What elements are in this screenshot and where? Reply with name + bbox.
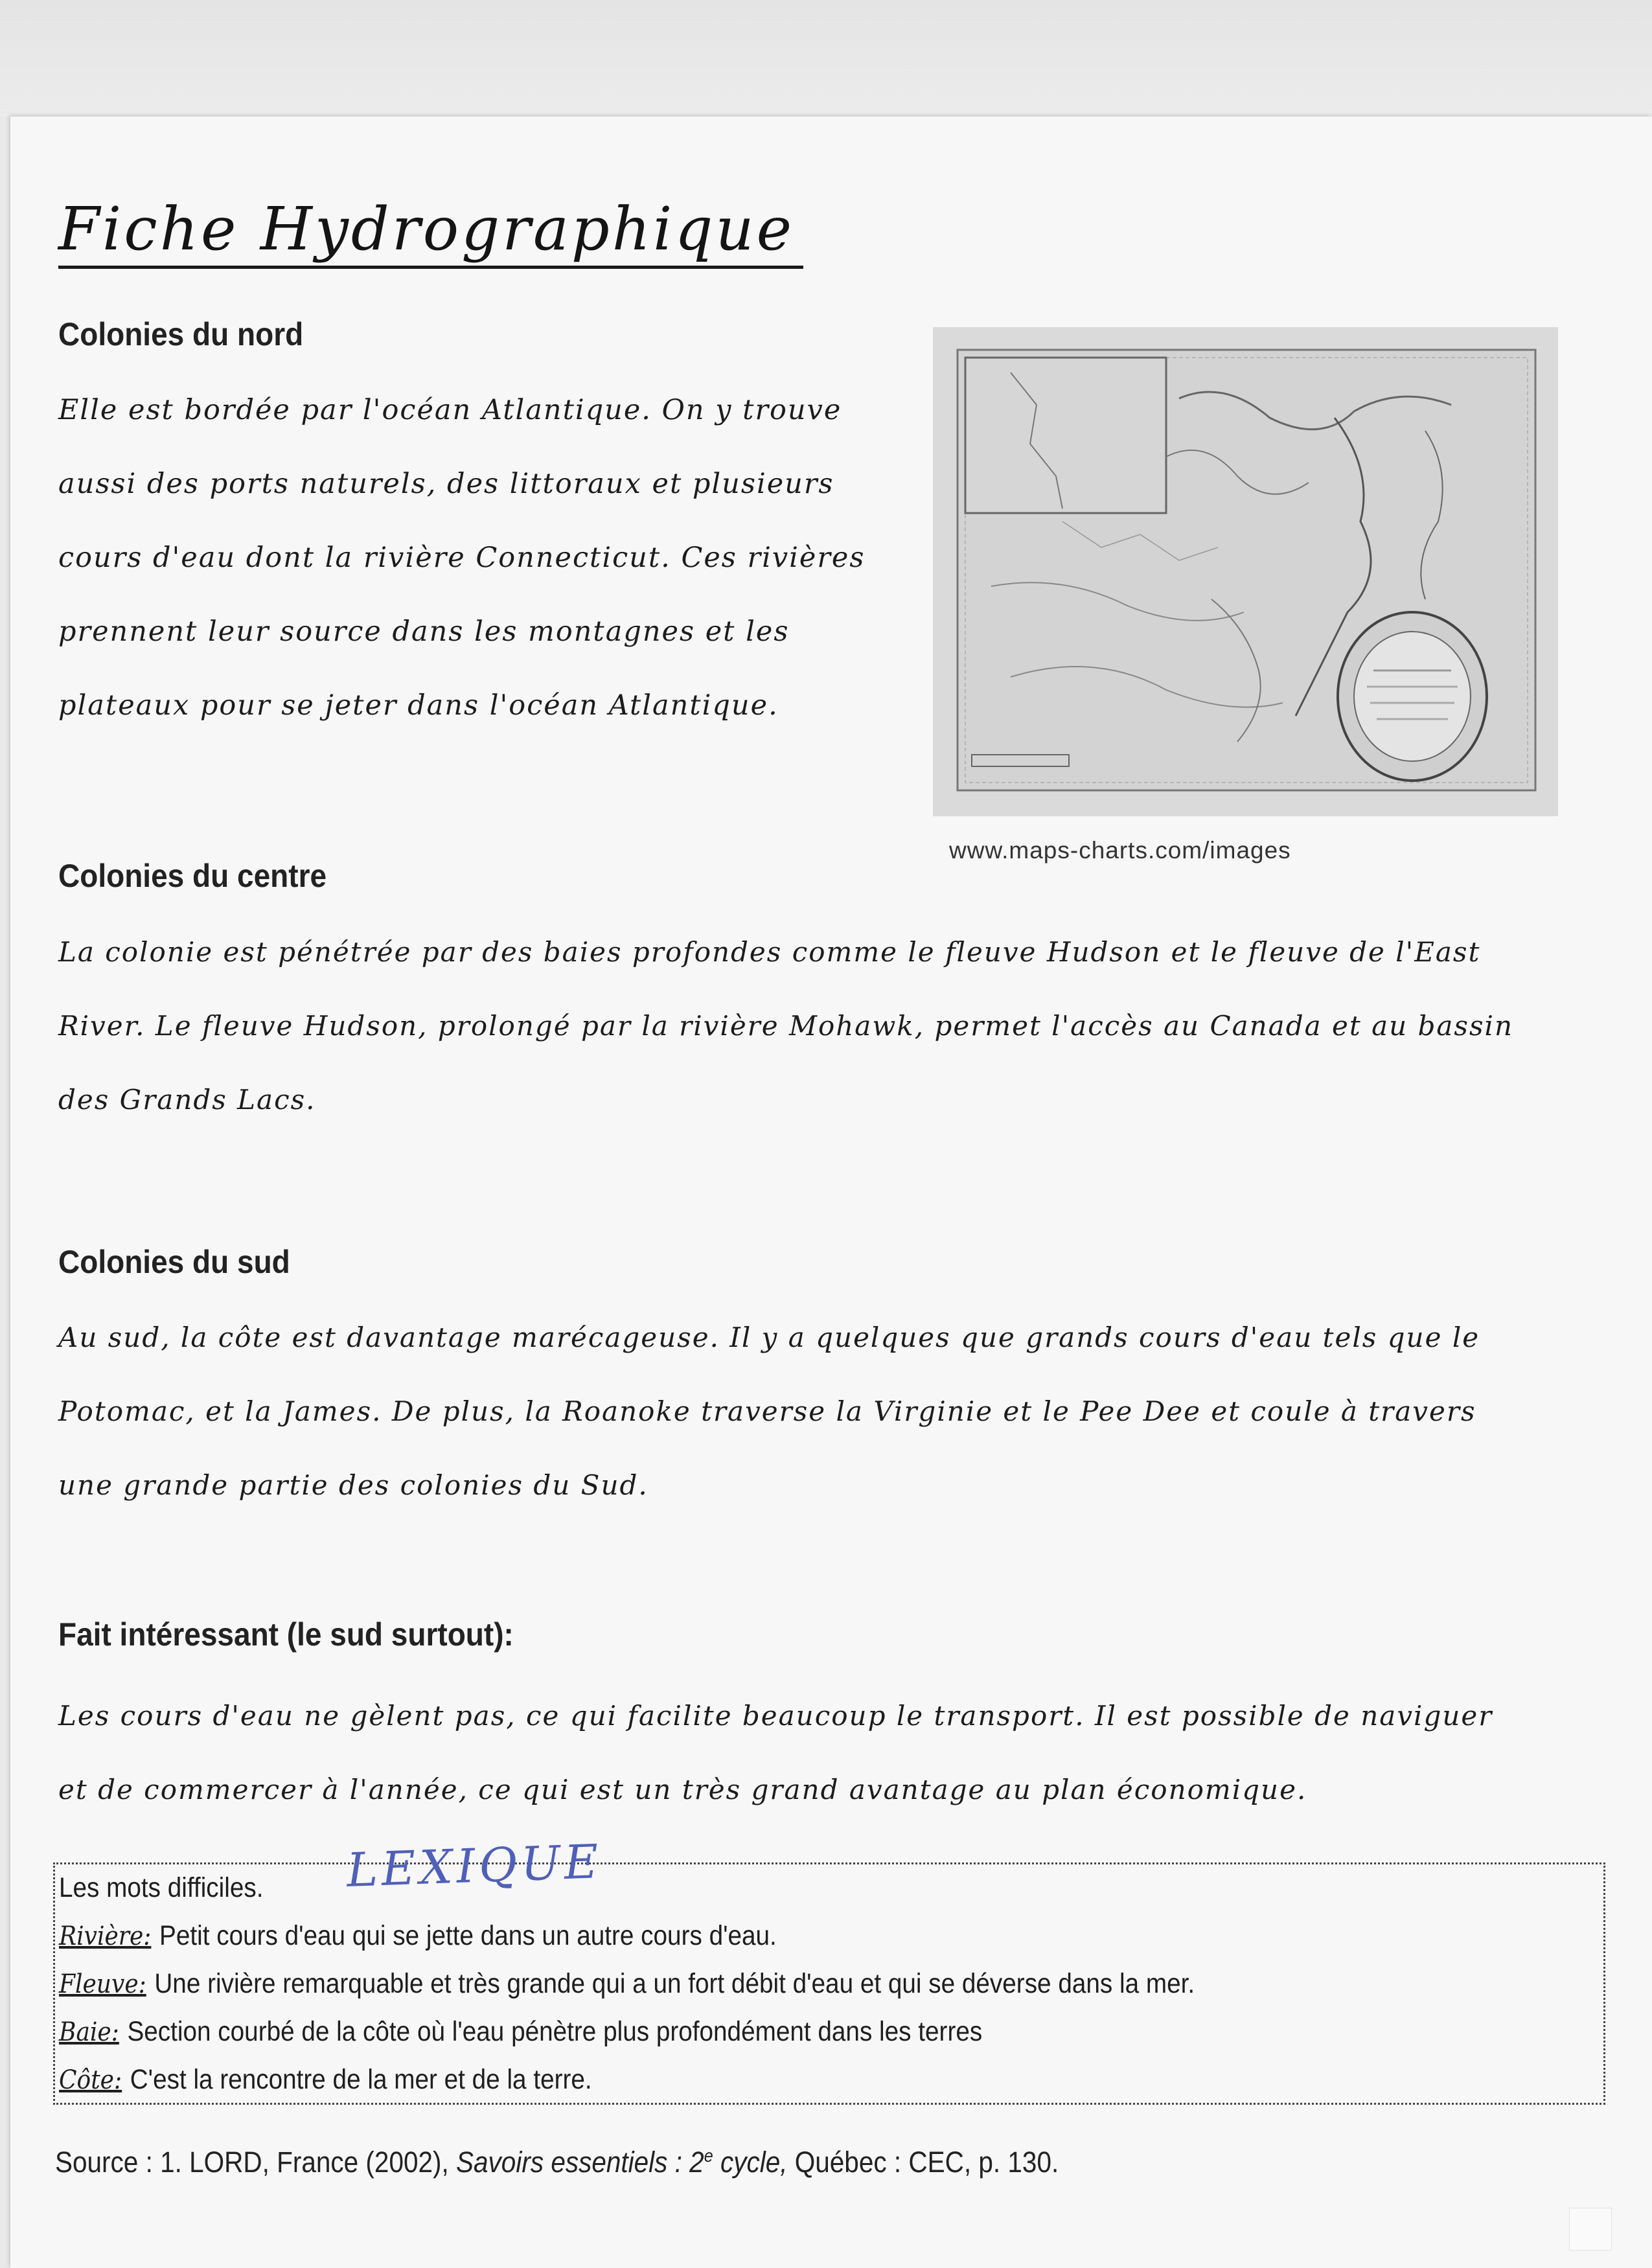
handwritten-annotation: LEXIQUE xyxy=(345,1834,603,1897)
text-line: et de commercer à l'année, ce qui est un très grand avantage au plan économique. xyxy=(58,1774,1307,1805)
text-line: River. Le fleuve Hudson, prolongé par la rivière Mohawk, permet l'accès au Canada et au bassin xyxy=(58,1010,1514,1042)
source-title-end: cycle, xyxy=(713,2146,788,2179)
paragraph-fait-interessant xyxy=(58,1679,1613,1827)
glossary-definition: C'est la rencontre de la mer et de la terre. xyxy=(130,2064,592,2095)
glossary-definition: Une rivière remarquable et très grande qui a un fort débit d'eau et qui se déverse dans la mer. xyxy=(154,1968,1195,1999)
paragraph-colonies-centre xyxy=(58,915,1613,1137)
glossary-term: Rivière: xyxy=(59,1921,152,1951)
paragraph-colonies-nord xyxy=(58,373,920,742)
heading-colonies-nord: Colonies du nord xyxy=(58,316,304,352)
glossary-definition: Petit cours d'eau qui se jette dans un autre cours d'eau. xyxy=(159,1920,777,1951)
source-prefix: Source : 1. LORD, France (2002), xyxy=(55,2146,457,2179)
text-line: des Grands Lacs. xyxy=(58,1084,316,1116)
source-suffix: Québec : CEC, p. 130. xyxy=(787,2146,1059,2179)
heading-colonies-centre: Colonies du centre xyxy=(58,858,327,894)
glossary-header: Les mots difficiles. xyxy=(59,1872,264,1903)
glossary-box xyxy=(53,1862,1605,2105)
source-citation xyxy=(55,2146,1059,2179)
scan-background xyxy=(0,0,1652,117)
text-line: prennent leur source dans les montagnes et les xyxy=(58,615,790,648)
text-line: aussi des ports naturels, des littoraux et plusieurs xyxy=(58,468,834,500)
page-title: Fiche Hydrographique xyxy=(58,194,795,264)
glossary-entry xyxy=(59,2064,592,2096)
text-line: Elle est bordée par l'océan Atlantique. On y trouve xyxy=(58,394,842,426)
text-line: cours d'eau dont la rivière Connecticut. Ces rivières xyxy=(58,542,866,574)
glossary-entry xyxy=(59,1968,1195,2000)
glossary-term: Baie: xyxy=(59,2017,119,2047)
source-title: Savoirs essentiels : 2 xyxy=(456,2146,704,2179)
source-superscript: e xyxy=(704,2146,713,2166)
glossary-term: Fleuve: xyxy=(59,1969,146,1999)
text-line: une grande partie des colonies du Sud. xyxy=(58,1469,648,1501)
glossary-entry xyxy=(59,2016,982,2048)
title-underline xyxy=(58,266,803,269)
text-line: Les cours d'eau ne gèlent pas, ce qui facilite beaucoup le transport. Il est possible de naviguer xyxy=(58,1700,1493,1732)
glossary-definition: Section courbé de la côte où l'eau pénètre plus profondément dans les terres xyxy=(127,2016,983,2047)
corner-mark xyxy=(1569,2208,1612,2251)
map-drawing xyxy=(933,327,1558,816)
text-line: La colonie est pénétrée par des baies profondes comme le fleuve Hudson et le fleuve de l'East xyxy=(58,936,1481,968)
text-line: Potomac, et la James. De plus, la Roanoke traverse la Virginie et le Pee Dee et coule à travers xyxy=(58,1395,1476,1427)
text-line: plateaux pour se jeter dans l'océan Atlantique. xyxy=(58,689,779,722)
heading-fait-interessant: Fait intéressant (le sud surtout): xyxy=(58,1616,514,1653)
paragraph-colonies-sud xyxy=(58,1301,1613,1522)
glossary-term: Côte: xyxy=(59,2065,122,2095)
glossary-entry xyxy=(59,1920,777,1952)
heading-colonies-sud: Colonies du sud xyxy=(58,1244,290,1280)
map-caption: www.maps-charts.com/images xyxy=(949,837,1291,864)
historical-map-image xyxy=(933,327,1558,816)
text-line: Au sud, la côte est davantage marécageuse. Il y a quelques que grands cours d'eau tels que le xyxy=(58,1322,1480,1353)
